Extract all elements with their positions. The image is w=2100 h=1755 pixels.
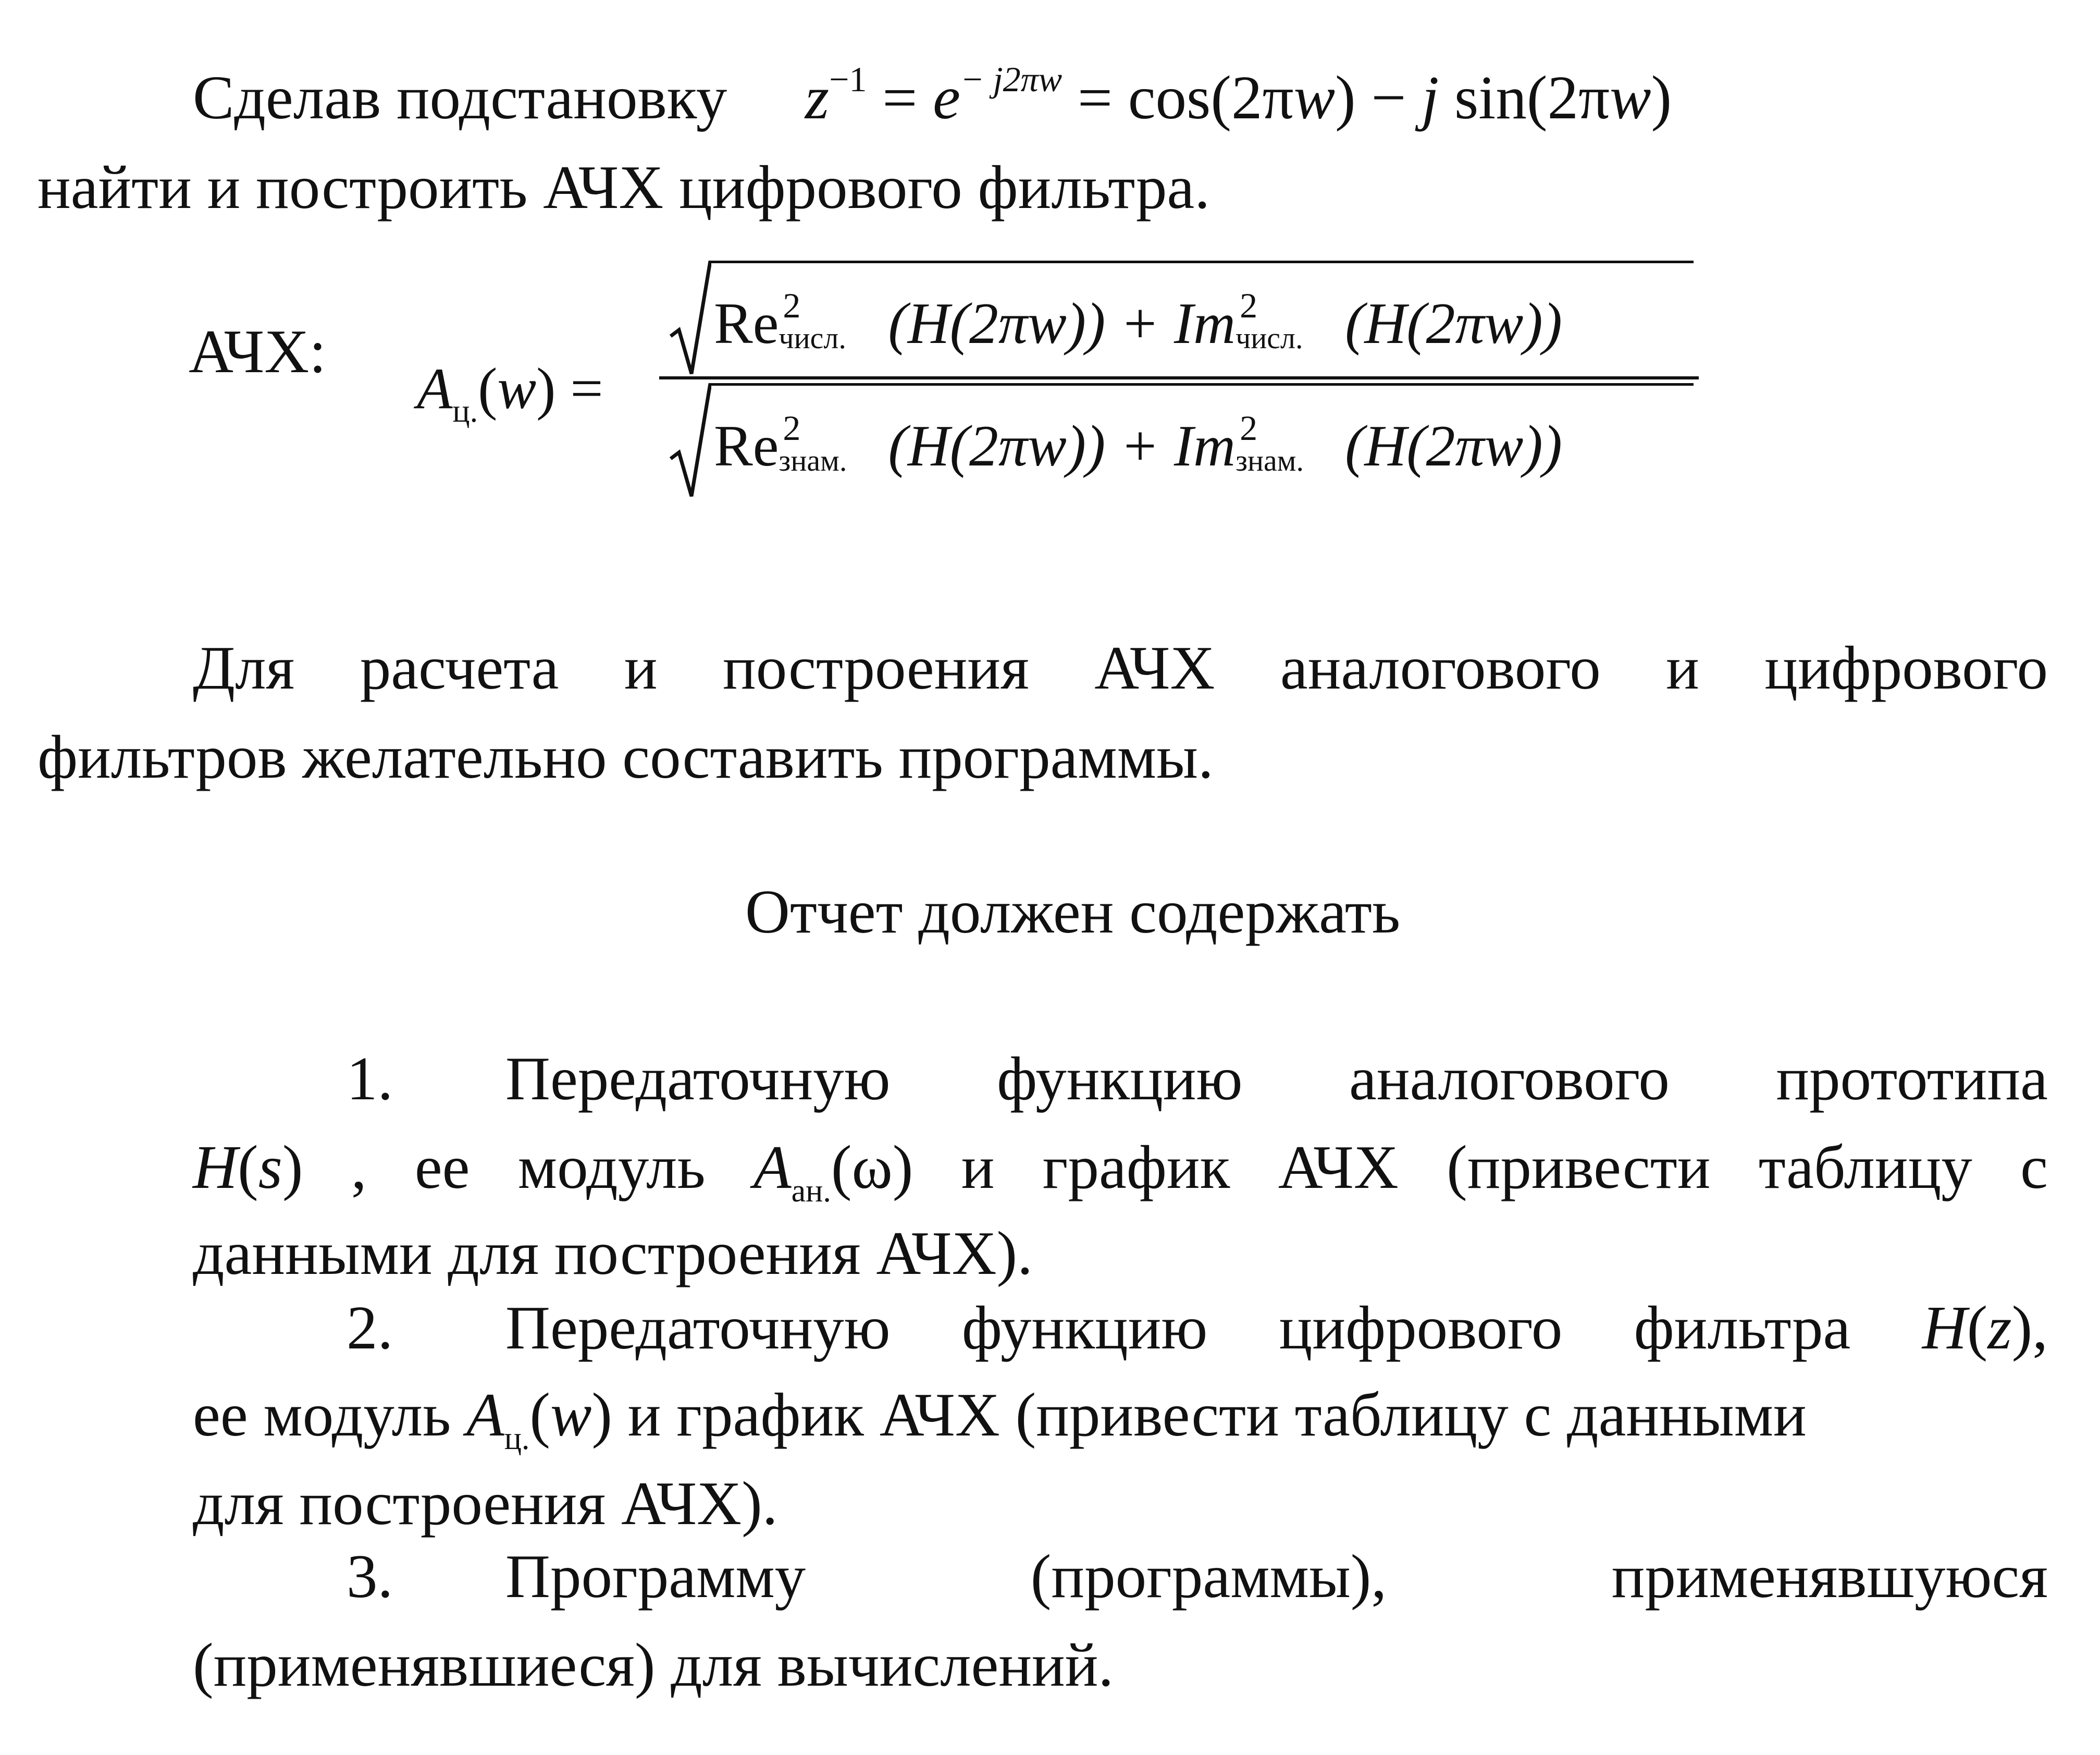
substitution-formula: $z^{-1} = e^{- j2\pi w} = \cos(2\pi w) - j$ sin(2πw) [805, 59, 1672, 132]
numerator-expression: Re 2 числ. (H(2πw)) + Im 2 числ. (H(2πw)) [714, 286, 1562, 356]
list-item-1-line2: H(s) , ее модуль $A_{ан.}(\omega)$ и график АЧХ (привести таблицу с [193, 1133, 2048, 1209]
denominator-sqrt-icon [670, 381, 711, 506]
list-item-3-line2: (применявшиеся) для вычислений. [193, 1630, 1114, 1699]
list-item-2-line3: для построения АЧХ). [193, 1469, 778, 1538]
section-heading: Отчет должен содержать [745, 877, 1401, 946]
para1-line2: найти и построить АЧХ цифрового фильтра. [38, 153, 1210, 222]
para2-line2: фильтров желательно составить программы. [38, 722, 1214, 791]
numerator-sqrt-bar [709, 261, 1694, 263]
list-item-3-number: 3. [347, 1542, 393, 1611]
para2-line1: Для расчета и построения АЧХ аналогового и цифрового [193, 633, 2048, 702]
list-item-2-line1: Передаточную функцию цифрового фильтра H(z), [505, 1293, 2048, 1362]
formula-lhs: $A_{ц.}(w)$ = [417, 357, 603, 429]
list-item-3-line1: Программу (программы), применявшуюся [505, 1542, 2048, 1611]
list-item-2-line2: ее модуль $A_{ц.}(w)$ и график АЧХ (привести таблицу с данными [193, 1380, 1807, 1456]
para1-line1 [193, 59, 1672, 132]
denominator-expression: Re 2 знам. (H(2πw)) + Im 2 знам. (H(2πw)) [714, 408, 1562, 478]
denominator-sqrt-bar [709, 383, 1694, 386]
list-item-1-number: 1. [347, 1044, 393, 1113]
formula-label: АЧХ: [189, 317, 327, 386]
para1-text: Сделав подстановку [193, 63, 727, 132]
numerator-sqrt-icon [670, 258, 711, 383]
list-item-2-number: 2. [347, 1293, 393, 1362]
list-item-1-line3: данными для построения АЧХ). [193, 1219, 1033, 1287]
fraction-bar [659, 376, 1699, 379]
list-item-1-line1: Передаточную функцию аналогового прототипа [505, 1044, 2048, 1113]
